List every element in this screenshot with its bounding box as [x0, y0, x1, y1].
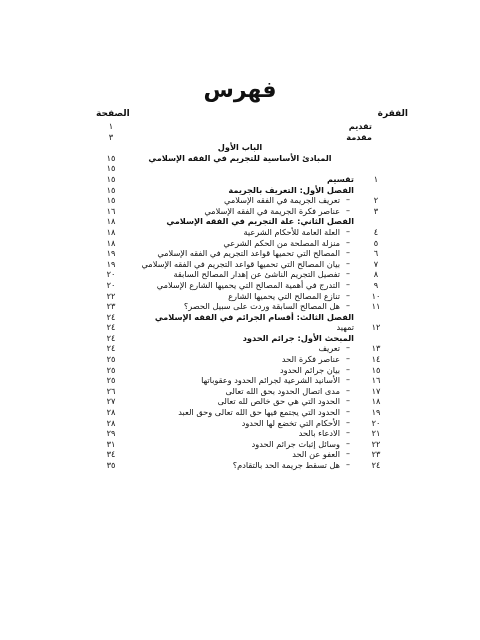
entry-title: المبادئ الأساسية للتجريم في الفقه الإسلامي — [148, 152, 332, 163]
paragraph-number: ٩ — [373, 279, 379, 290]
dash-bullet: – — [346, 195, 350, 205]
paragraph-number: ٨ — [373, 269, 379, 280]
page-number: ١٨ — [106, 226, 116, 237]
dash-bullet: – — [346, 258, 350, 268]
entry-title: بيان جرائم الحدود — [280, 364, 340, 375]
dash-bullet: – — [346, 417, 350, 427]
dash-bullet: – — [346, 205, 350, 215]
dash-bullet: – — [346, 385, 350, 395]
entry-title: المبحث الأول: جرائم الحدود — [242, 332, 354, 343]
entry-title: تقسيم — [326, 173, 354, 184]
entry-title: الحدود التي يجتمع فيها حق الله تعالى وحق العبد — [178, 407, 340, 418]
dash-bullet: – — [346, 460, 350, 469]
paragraph-number: ٦ — [373, 248, 379, 259]
page-number: ٣٤ — [106, 449, 116, 460]
page-number: ١٦ — [106, 205, 116, 216]
paragraph-number: ١٧ — [371, 385, 381, 396]
toc-row — [0, 354, 480, 365]
paragraph-number: ١٩ — [371, 407, 381, 418]
page-number: ١٨ — [106, 237, 116, 248]
page-number: ٢٤ — [106, 332, 116, 343]
toc-row — [0, 375, 480, 386]
toc-row — [0, 195, 480, 206]
page-column-header: الصفحة — [96, 109, 130, 119]
dash-bullet: – — [346, 301, 350, 311]
entry-title: الحدود التي هي حق خالص لله تعالى — [217, 396, 340, 407]
entry-title: الادعاء بالحد — [298, 428, 340, 439]
entry-title: تعريف الجريمة في الفقه الإسلامي — [224, 195, 340, 206]
dash-bullet: – — [346, 407, 350, 417]
toc-row — [0, 174, 480, 185]
paragraph-number: ٣ — [373, 205, 379, 216]
page-number: ١٨ — [106, 216, 116, 227]
dash-bullet: – — [346, 269, 350, 279]
paragraph-number: ١٢ — [371, 322, 381, 333]
entry-title: تمهيد — [336, 322, 354, 333]
toc-row — [0, 206, 480, 217]
entry-title: الفصل الأول: التعريف بالجريمة — [228, 184, 354, 195]
entry-title: مقدمة — [346, 131, 372, 142]
paragraph-number: ١٦ — [371, 375, 381, 386]
toc-row — [0, 185, 480, 196]
toc-row — [0, 280, 480, 291]
dash-bullet: – — [346, 237, 350, 247]
page-number: ٢٩ — [106, 428, 116, 439]
entry-title: الباب الأول — [217, 142, 263, 153]
page-number: ٢٥ — [106, 364, 116, 375]
page-number: ٢٤ — [106, 343, 116, 354]
paragraph-number: ١ — [373, 173, 379, 184]
toc-row — [0, 142, 480, 153]
page-number: ١٥ — [106, 195, 116, 206]
paragraph-number: ٢٢ — [371, 438, 381, 449]
paragraph-number: ١٨ — [371, 396, 381, 407]
toc-row — [0, 333, 480, 344]
page-number: ٣ — [108, 131, 114, 142]
dash-bullet: – — [346, 290, 350, 300]
page-number: ٢٠ — [106, 279, 116, 290]
entry-title: الفصل الثالث: أقسام الجرائم في الفقه الإسلامي — [154, 311, 354, 322]
toc-row — [0, 343, 480, 354]
paragraph-number: ٢٤ — [371, 460, 381, 470]
dash-bullet: – — [346, 396, 350, 406]
toc-row — [0, 386, 480, 397]
page-number: ٢٣ — [106, 301, 116, 312]
entry-title: التدرج في أهمية المصالح التي يحميها الشارع الإسلامي — [156, 279, 340, 290]
toc-row — [0, 132, 480, 143]
entry-title: الأحكام التي تخضع لها الحدود — [241, 417, 340, 428]
page-number: ٢٥ — [106, 354, 116, 365]
toc-row — [0, 238, 480, 249]
paragraph-number: ١٤ — [371, 354, 381, 365]
paragraph-number: ١١ — [371, 301, 381, 312]
dash-bullet: – — [346, 248, 350, 258]
entry-title: وسائل إثبات جرائم الحدود — [251, 438, 340, 449]
toc-row — [0, 439, 480, 450]
table-of-contents — [0, 121, 480, 471]
toc-row — [0, 460, 480, 471]
entry-title: العلة العامة للأحكام الشرعية — [243, 226, 340, 237]
toc-row — [0, 269, 480, 280]
entry-title: العفو عن الحد — [292, 449, 340, 460]
dash-bullet: – — [346, 343, 350, 353]
dash-bullet: – — [346, 375, 350, 385]
paragraph-number: ٢٣ — [371, 449, 381, 460]
page-number: ١٥ — [106, 163, 116, 174]
paragraph-number: ١٣ — [371, 343, 381, 354]
entry-title: منزلة المصلحة من الحكم الشرعي — [223, 237, 340, 248]
toc-row — [0, 312, 480, 323]
toc-row — [0, 248, 480, 259]
entry-title: عناصر فكرة الحد — [281, 354, 340, 365]
dash-bullet: – — [346, 364, 350, 374]
toc-row — [0, 121, 480, 132]
entry-title: تقديم — [348, 121, 372, 131]
toc-row — [0, 153, 480, 164]
toc-row — [0, 418, 480, 429]
entry-title: المصالح التي تحميها قواعد التجريم في الفقه الإسلامي — [157, 248, 340, 259]
entry-title: عناصر فكرة الجريمة في الفقه الإسلامي — [204, 205, 340, 216]
toc-row — [0, 396, 480, 407]
paragraph-number: ٢٠ — [371, 417, 381, 428]
paragraph-number: ٢١ — [371, 428, 381, 439]
dash-bullet: – — [346, 428, 350, 438]
toc-row — [0, 227, 480, 238]
dash-bullet: – — [346, 449, 350, 459]
toc-row — [0, 449, 480, 460]
page-number: ٢٤ — [106, 322, 116, 333]
page-number: ١٩ — [106, 258, 116, 269]
page-number: ٢٠ — [106, 269, 116, 280]
page-number: ٢٥ — [106, 375, 116, 386]
toc-row — [0, 163, 480, 174]
toc-row — [0, 301, 480, 312]
paragraph-number: ١٥ — [371, 364, 381, 375]
page-number: ١٥ — [106, 152, 116, 163]
page-number: ٣١ — [106, 438, 116, 449]
page-number: ٢٨ — [106, 407, 116, 418]
dash-bullet: – — [346, 354, 350, 364]
entry-title: الفصل الثاني: علة التجريم في الفقه الإسلامي — [166, 216, 354, 227]
paragraph-number: ٤ — [373, 226, 379, 237]
paragraph-number: ٥ — [373, 237, 379, 248]
page-number: ١٥ — [106, 173, 116, 184]
entry-title: تفصيل التجريم الناشئ عن إهدار المصالح السابقة — [173, 269, 340, 280]
entry-title: تنازع المصالح التي يحميها الشارع — [228, 290, 340, 301]
toc-row — [0, 322, 480, 333]
dash-bullet: – — [346, 279, 350, 289]
page-title: فهرس — [203, 78, 277, 103]
entry-title: بيان المصالح التي تحميها قواعد التجريم في الفقه الإسلامي — [141, 258, 340, 269]
toc-row — [0, 291, 480, 302]
toc-row — [0, 407, 480, 418]
page-number: ٢٦ — [106, 385, 116, 396]
entry-title: هل تسقط جريمة الحد بالتقادم؟ — [232, 460, 340, 470]
page-number: ١ — [108, 121, 114, 131]
entry-title: هل المصالح السابقة وردت على سبيل الحصر؟ — [183, 301, 340, 312]
dash-bullet: – — [346, 438, 350, 448]
page-number: ٢٨ — [106, 417, 116, 428]
entry-title: تعريف — [318, 343, 340, 354]
page-number: ٢٤ — [106, 311, 116, 322]
paragraph-number: ١٠ — [371, 290, 381, 301]
paragraph-number: ٢ — [373, 195, 379, 206]
page-number: ١٥ — [106, 184, 116, 195]
page-number: ٣٥ — [106, 460, 116, 470]
page-number: ١٩ — [106, 248, 116, 259]
toc-row — [0, 365, 480, 376]
entry-title: الأسانيد الشرعية لجرائم الحدود وعقوباتها — [201, 375, 340, 386]
entry-title: مدى اتصال الحدود بحق الله تعالى — [225, 385, 340, 396]
dash-bullet: – — [346, 226, 350, 236]
paragraph-number: ٧ — [373, 258, 379, 269]
toc-row — [0, 259, 480, 270]
toc-row — [0, 216, 480, 227]
paragraph-column-header: الفقرة — [377, 109, 408, 119]
page-number: ٢٢ — [106, 290, 116, 301]
toc-row — [0, 428, 480, 439]
page-number: ٢٧ — [106, 396, 116, 407]
